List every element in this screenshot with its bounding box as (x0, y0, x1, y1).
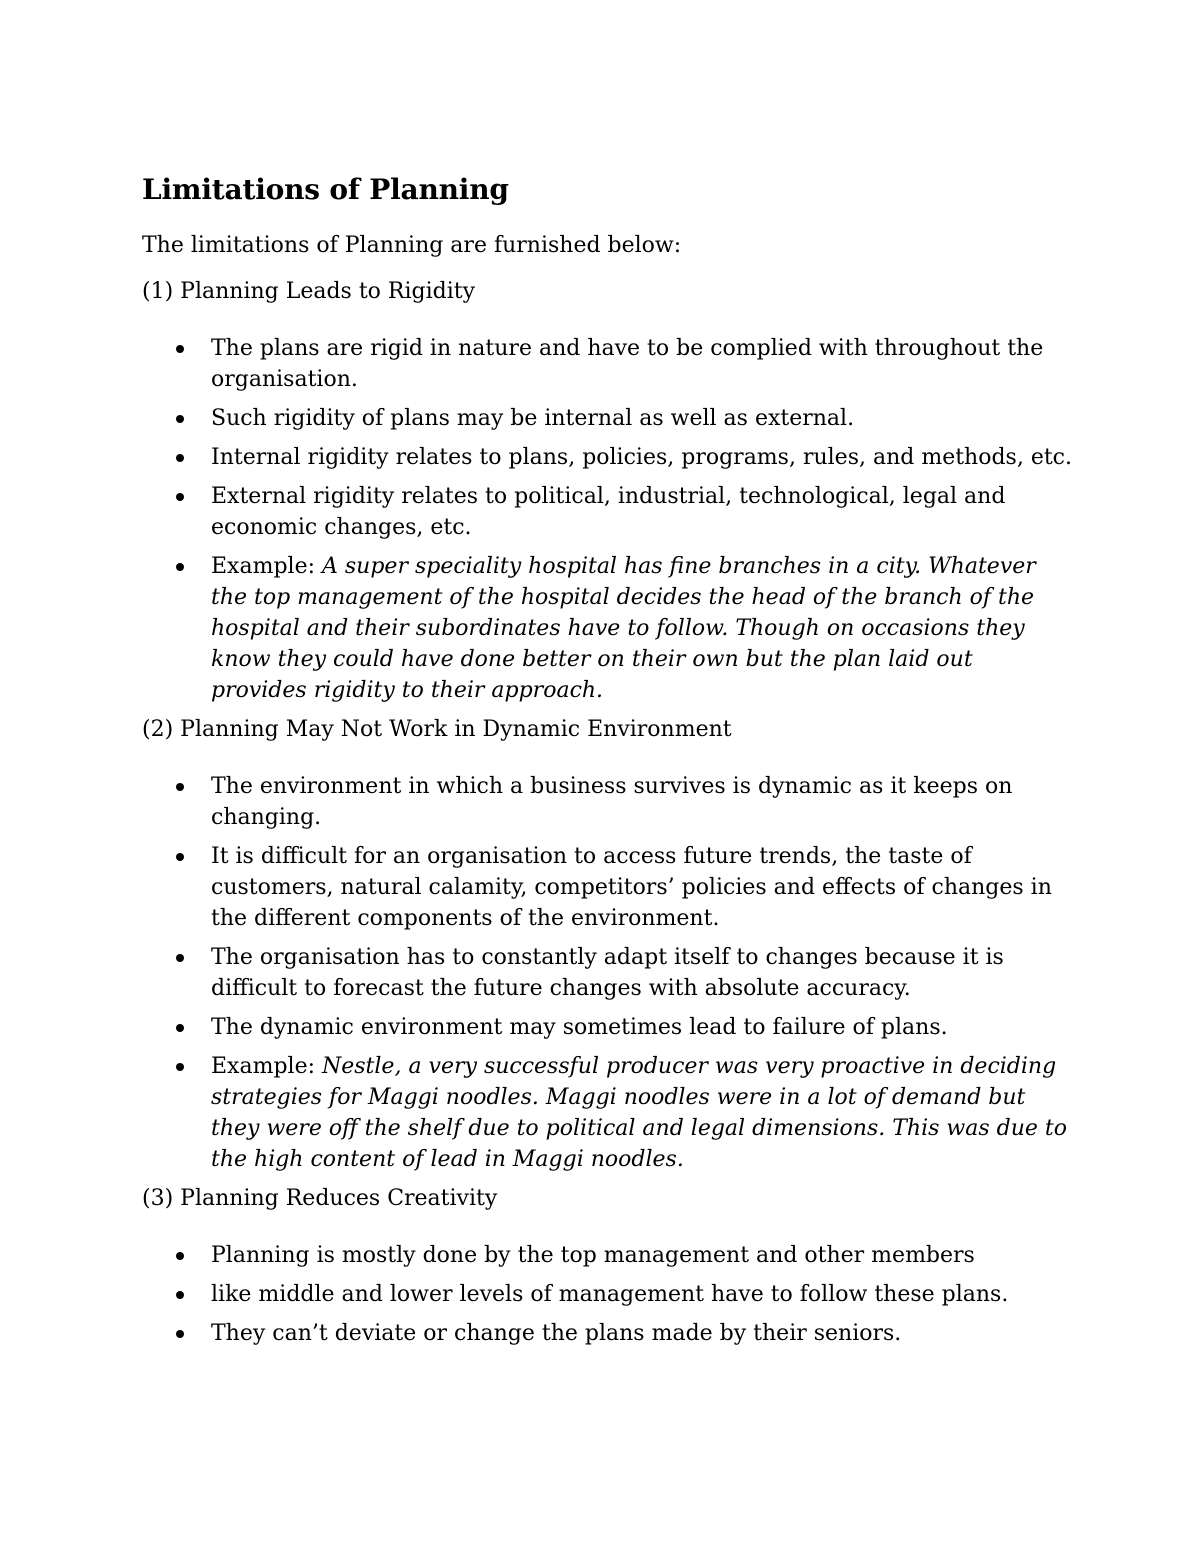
list-item (142, 403, 1072, 434)
bullet-icon (176, 954, 184, 962)
example-item (142, 551, 1072, 706)
list-item-text: The organisation has to constantly adapt itself to changes because it is difficult to forecast the future changes with absolute accuracy. (211, 945, 1004, 1001)
example-item (142, 1051, 1072, 1175)
intro-paragraph: The limitations of Planning are furnished below: (142, 233, 682, 258)
list-item (142, 442, 1072, 473)
list-item-text: The dynamic environment may sometimes lead to failure of plans. (211, 1015, 948, 1040)
list-item (142, 1318, 1072, 1349)
list-item-text: Planning is mostly done by the top management and other members (211, 1243, 975, 1268)
bullet-list (142, 333, 1072, 706)
section-heading: (3) Planning Reduces Creativity (142, 1186, 498, 1211)
bullet-icon (176, 783, 184, 791)
bullet-icon (176, 345, 184, 353)
section-rigidity (142, 276, 1072, 706)
bullet-icon (176, 563, 184, 571)
list-item-text: Internal rigidity relates to plans, policies, programs, rules, and methods, etc. (211, 445, 1072, 470)
list-item (142, 1240, 1072, 1271)
list-item-text: The plans are rigid in nature and have to be complied with throughout the organisation. (211, 336, 1044, 392)
bullet-icon (176, 454, 184, 462)
list-item-text: External rigidity relates to political, industrial, technological, legal and economic changes, etc. (211, 484, 1006, 540)
example-text: A super speciality hospital has fine branches in a city. Whatever the top management of the hospital decides the head of the branch of the hospital and their subordinates have to follow. Though on occasions they know they could have done better on their own but the plan laid out provides rigidity to their approach. (211, 554, 1036, 703)
list-item (142, 942, 1072, 1004)
section-heading: (1) Planning Leads to Rigidity (142, 279, 476, 304)
bullet-icon (176, 853, 184, 861)
list-item (142, 1279, 1072, 1310)
bullet-icon (176, 415, 184, 423)
list-item-text: It is difficult for an organisation to access future trends, the taste of customers, natural calamity, competitors’ policies and effects of changes in the different components of the environment. (211, 844, 1052, 931)
bullet-list (142, 771, 1072, 1175)
list-item-text: Such rigidity of plans may be internal as well as external. (211, 406, 855, 431)
section-creativity (142, 1183, 1072, 1349)
bullet-icon (176, 493, 184, 501)
list-item-text: The environment in which a business survives is dynamic as it keeps on changing. (211, 774, 1013, 830)
bullet-icon (176, 1252, 184, 1260)
example-label: Example: (211, 554, 322, 579)
bullet-icon (176, 1330, 184, 1338)
section-dynamic-environment (142, 714, 1072, 1175)
list-item (142, 771, 1072, 833)
bullet-icon (176, 1291, 184, 1299)
page-title: Limitations of Planning (142, 173, 509, 206)
list-item (142, 481, 1072, 543)
example-label: Example: (211, 1054, 322, 1079)
example-text: Nestle, a very successful producer was very proactive in deciding strategies for Maggi noodles. Maggi noodles were in a lot of demand but they were off the shelf due to political and legal dimensions. This was due to the high content of lead in Maggi noodles. (211, 1054, 1067, 1172)
section-heading: (2) Planning May Not Work in Dynamic Environment (142, 717, 732, 742)
list-item-text: They can’t deviate or change the plans made by their seniors. (211, 1321, 902, 1346)
list-item (142, 333, 1072, 395)
document-page (142, 172, 1072, 1357)
list-item (142, 841, 1072, 934)
list-item (142, 1012, 1072, 1043)
bullet-list (142, 1240, 1072, 1349)
list-item-text: like middle and lower levels of management have to follow these plans. (211, 1282, 1009, 1307)
bullet-icon (176, 1063, 184, 1071)
bullet-icon (176, 1024, 184, 1032)
